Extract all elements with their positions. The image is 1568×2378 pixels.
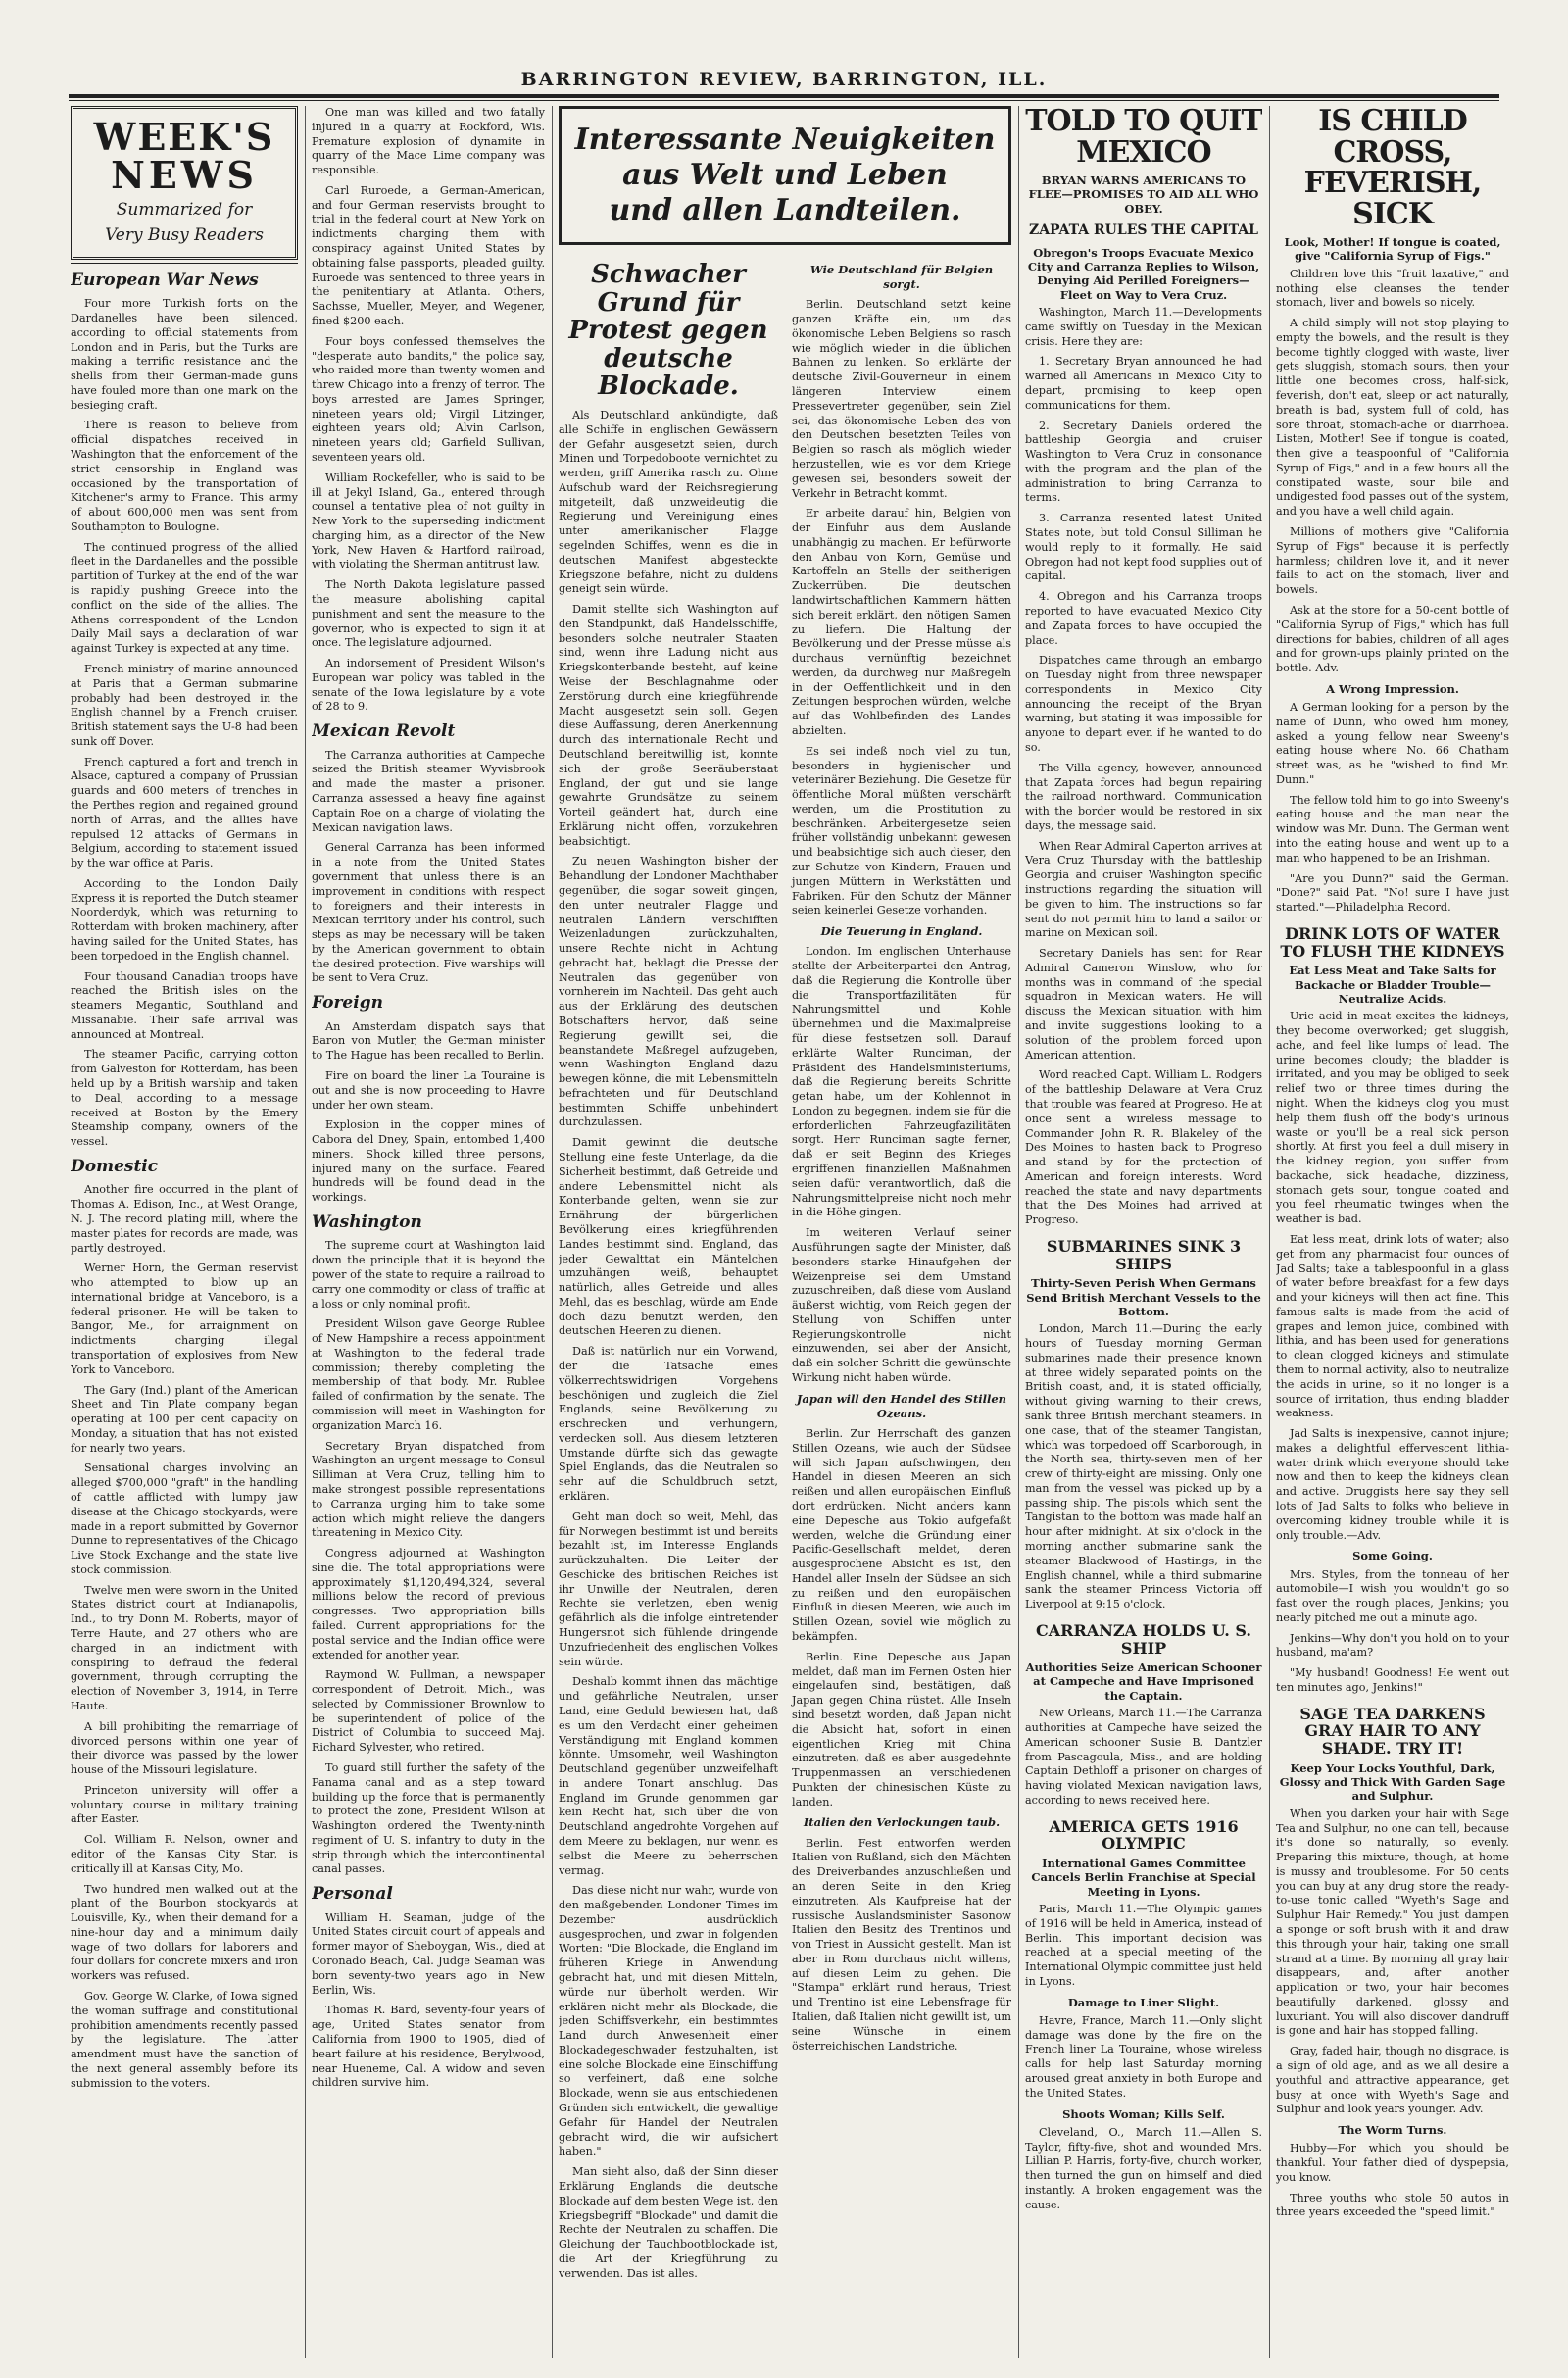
- german-subcolumn-left: [559, 257, 778, 2287]
- headline-deck: Authorities Seize American Schooner at Campeche and Have Imprisoned the Captain.: [1025, 1660, 1262, 1703]
- anecdote-paragraph: Jenkins—Why don't you hold on to your husband, ma'am?: [1276, 1631, 1509, 1660]
- news-item: The Carranza authorities at Campeche seized the British steamer Wyvisbrook and made the master a prisoner. Carranza assessed a heavy fine against Captain Roe on a charge of violating the Mexican navigation laws.: [312, 748, 545, 834]
- news-item: 4. Obregon and his Carranza troops reported to have evacuated Mexico City and Zapata forces to have occupied the place.: [1025, 590, 1262, 647]
- german-box-line: aus Welt und Leben: [622, 158, 948, 192]
- small-heading: A Wrong Impression.: [1326, 681, 1459, 696]
- ad-paragraph: Children love this "fruit laxative," and nothing else cleanses the tender stomach, liver and bowels so nicely.: [1276, 267, 1509, 310]
- weeks-news-subtitle-2: Very Busy Readers: [105, 225, 264, 246]
- news-item: Explosion in the copper mines of Cabora del Dney, Spain, entombed 1,400 miners. Shock killed three persons, injured many on the surface. Feared hundreds will be found dead in the workings.: [312, 1118, 545, 1205]
- german-paragraph: Zu neuen Washington bisher der Behandlung der Londoner Machthaber gegenüber, die sogar soweit gingen, den unter neutraler Flagge und neutralen Ländern verschifften Weizenladungen zurückzuhalten, unsere Rechte nicht in Achtung gebracht hat, beklagt die Presse der Neutralen das gegenüber von vornherein im Nachteil. Das geht auch aus der Erklärung des deutschen Botschafters hervor, daß seine Regierung gewillt sei, die beanstandete Maßregel aufzugeben, wenn Washington England dazu bewegen könne, die mit Lebensmitteln befrachteten und für Deutschland bestimmten Schiffe unbehindert durchzulassen.: [559, 855, 778, 1129]
- news-item: The Gary (Ind.) plant of the American Sheet and Tin Plate company began operating at 100 per cent capacity on Monday, a situation that has not existed for nearly two years.: [71, 1383, 298, 1455]
- weeks-news-title: WEEK'S: [93, 115, 275, 159]
- news-item: The continued progress of the allied fleet in the Dardanelles and the possible partition of Turkey at the end of the war is rapidly pushing Greece into the conflict on the side of the allies. The Athens correspondent of the London Daily Mail says a declaration of war against Turkey is expected at any time.: [71, 540, 298, 656]
- news-item: Congress adjourned at Washington sine die. The total appropriations were approximately $1,120,494,324, several millions below the record of previous congresses. Two appropriation bills failed. Current appropriations for the postal service and the Indian office were extended for another year.: [312, 1547, 545, 1661]
- headline-deck: International Games Committee Cancels Berlin Franchise at Special Meeting in Lyons.: [1031, 1856, 1256, 1899]
- subheadline: ZAPATA RULES THE CAPITAL: [1028, 223, 1259, 239]
- news-item: 2. Secretary Daniels ordered the battleship Georgia and cruiser Washington to Vera Cruz in consonance with the program and the plan of the administration to bring Carranza to terms.: [1025, 419, 1262, 505]
- news-item: According to the London Daily Express it is reported the Dutch steamer Noorderdyk, which was returning to Rotterdam with broken machinery, after having sailed for the United States, has been torpedoed in the English channel.: [71, 876, 298, 963]
- german-subheading: Italien den Verlockungen taub.: [803, 1815, 1001, 1830]
- anecdote-paragraph: A German looking for a person by the name of Dunn, who owed him money, asked a young fellow near Sweeny's eating house where No. 66 Chatham street was, as he "wished to find Mr. Dunn.": [1276, 701, 1509, 786]
- column-1: [71, 106, 298, 2358]
- section-heading: Washington: [312, 1213, 422, 1232]
- news-item: Two hundred men walked out at the plant of the Bourbon stockyards at Louisville, Ky., when their demand for a nine-hour day and a minimum daily wage of two dollars for laborers and four dollars for concrete mixers and iron workers was refused.: [71, 1882, 298, 1983]
- german-paragraph: Als Deutschland ankündigte, daß alle Schiffe in englischen Gewässern der Gefahr ausgesetzt seien, durch Minen und Torpedoboote vernichtet zu werden, griff Amerika rasch zu. Ohne Aufschub ward der Reichsregierung mitgeteilt, daß unzweideutig die Regierung und Vereinigung eines unter amerikanischer Flagge segelnden Schiffes, wenn es die in deutschen Manifest abgesteckte Kriegszone befahre, nicht zu duldens geneigt sein würde.: [559, 408, 778, 596]
- news-item: Havre, France, March 11.—Only slight damage was done by the fire on the French liner La Touraine, whose wireless calls for help last Saturday morning aroused great anxiety in both Europe and the United States.: [1025, 2013, 1262, 2100]
- small-heading: Some Going.: [1352, 1549, 1433, 1563]
- news-item: 3. Carranza resented latest United States note, but told Consul Silliman he would reply to it formally. He said Obregon had not kept food supplies out of capital.: [1025, 512, 1262, 583]
- news-item: The supreme court at Washington laid down the principle that it is beyond the power of the state to require a railroad to carry one commodity or class of traffic at a loss or only nominal profit.: [312, 1239, 545, 1311]
- anecdote-paragraph: Three youths who stole 50 autos in three years exceeded the "speed limit.": [1276, 2191, 1509, 2219]
- news-item: A bill prohibiting the remarriage of divorced persons within one year of their divorce was passed by the lower house of the Missouri legislature.: [71, 1719, 298, 1777]
- news-item: Sensational charges involving an alleged $700,000 "graft" in the handling of cattle afflicted with lumpy jaw disease at the Chicago stockyards, were made in a report submitted by Governor Dunne to representatives of the Chicago Live Stock Exchange and the state live stock commission.: [71, 1461, 298, 1576]
- masthead: BARRINGTON REVIEW, BARRINGTON, ILL.: [520, 69, 1048, 90]
- ad-paragraph: Eat less meat, drink lots of water; also get from any pharmacist four ounces of Jad Salts; take a tablespoonful in a glass of water before breakfast for a few days and your kidneys will then act fine. This famous salts is made from the acid of grapes and lemon juice, combined with lithia, and has been used for generations to clean clogged kidneys and stimulate them to normal activity, also to neutralize the acids in urine, so it no longer is a source of irritation, thus ending bladder weakness.: [1276, 1232, 1509, 1420]
- german-box-line: Interessante Neuigkeiten: [574, 123, 996, 157]
- headline-deck: Eat Less Meat and Take Salts for Backache or Bladder Trouble—Neutralize Acids.: [1289, 964, 1496, 1006]
- headline-quit-mexico: TOLD TO QUIT MEXICO: [1025, 106, 1262, 170]
- german-paragraph: Berlin. Fest entworfen werden Italien von Rußland, sich den Mächten des Dreiverbandes anzuschließen und an deren Seite in den Krieg einzutreten. Als Kaufpreise hat der russische Auslandsminister Sasonow Italien den Besitz des Trentinos und von Triest in Aussicht gestellt. Man ist aber in Rom durchaus nicht willens, auf diesen Leim zu gehen. Die "Stampa" erklärt rund heraus, Triest und Trentino ist eine Lebensfrage für Italien, daß Italien nicht gewillt ist, um seine Wünsche in einem österreichischen Landstriche.: [792, 1836, 1011, 2053]
- news-item: The Villa agency, however, announced that Zapata forces had begun repairing the railroad northward. Communication with the border would be restored in six days, the message said.: [1025, 761, 1262, 832]
- anecdote-paragraph: "My husband! Goodness! He went out ten minutes ago, Jenkins!": [1276, 1666, 1509, 1695]
- news-item: Fire on board the liner La Touraine is out and she is now proceeding to Havre under her own steam.: [312, 1068, 545, 1112]
- german-subcolumn-right: [792, 257, 1011, 2287]
- news-item: French ministry of marine announced at Paris that a German submarine probably had been destroyed in the English channel by a French cruiser. British statement says the U-8 had been sunk off Dover.: [71, 662, 298, 748]
- weeks-news-subtitle: Summarized for: [116, 199, 253, 220]
- german-paragraph: Berlin. Deutschland setzt keine ganzen Kräfte ein, um das ökonomische Leben Belgiens so rasch wie möglich wieder in die üblichen Bahnen zu lenken. So erklärte der deutsche Zivil-Gouverneur in einem längeren Interview einem Pressevertreter gegenüber, sein Ziel sei, das ökonomische Leben des von den Deutschen besetzten Teiles von Belgien so rasch als möglich wieder herzustellen, wie es vor dem Kriege gewesen sei, besonders soweit der Verkehr in Betracht kommt.: [792, 298, 1011, 500]
- weeks-news-box: [71, 106, 298, 260]
- news-item: There is reason to believe from official dispatches received in Washington that the enforcement of the strict censorship in England was occasioned by the transportation of Kitchener's army to France. This army of about 600,000 men was sent from Southampton to Boulogne.: [71, 419, 298, 533]
- news-item: Col. William R. Nelson, owner and editor of the Kansas City Star, is critically ill at Kansas City, Mo.: [71, 1833, 298, 1875]
- news-item: Secretary Daniels has sent for Rear Admiral Cameron Winslow, who for months was in command of the special squadron in Mexican waters. He will discuss the Mexican situation with him and invite suggestions looking to a solution of the problem forced upon American attention.: [1025, 947, 1262, 1062]
- german-paragraph: Damit stellte sich Washington auf den Standpunkt, daß Handelsschiffe, besonders solche neutraler Staaten sind, wenn ihre Ladung nicht aus Kriegskonterbande besteht, auf keine Weise der Beschlagnahme oder Zerstörung durch eine kriegführende Macht ausgesetzt sein soll. Gegen diese Auffassung, deren Anerkennung durch das internationale Recht und Deutschland bereitwillig ist, konnte sich der große Seeräuberstaat England, der gut und sie lange gewahrte Grundsätze zu seinem Vorteil geändert hat, durch eine Erklärung nicht offen, vorzukehren beabsichtigt.: [559, 603, 778, 848]
- anecdote-paragraph: "Are you Dunn?" said the German. "Done?" said Pat. "No! sure I have just started."—Philadelphia Record.: [1276, 871, 1509, 915]
- headline-sage-tea: SAGE TEA DARKENS GRAY HAIR TO ANY SHADE. TRY IT!: [1299, 1704, 1486, 1758]
- german-subheading: Japan will den Handel des Stillen Ozeans.: [796, 1391, 1007, 1420]
- small-heading: Damage to Liner Slight.: [1067, 1995, 1220, 2009]
- news-item: Gov. George W. Clarke, of Iowa signed the woman suffrage and constitutional prohibition amendments recently passed by the legislature. The latter amendment must have the sanction of the next general assembly before its submission to the voters.: [71, 1990, 298, 2090]
- german-paragraph: London. Im englischen Unterhause stellte der Arbeiterpartei den Antrag, daß die Regierung die Kontrolle über die Transportfazilitäten für Nahrungsmittel und Kohle übernehmen und die Maximalpreise für diese festsetzen soll. Darauf erklärte Walter Runciman, der Präsident des Handelsministeriums, daß die Regierung bereits Schritte getan habe, um der Kohlennot in London zu begegnen, indem sie für die erforderlichen Fahrzeugfazilitäten sorgt. Herr Runciman sagte ferner, daß er seit Beginn des Krieges ergriffenen finanziellen Maßnahmen seien dafür verantwortlich, daß die Nahrungsmittelpreise nicht noch mehr in die Höhe gingen.: [792, 945, 1011, 1219]
- news-item: To guard still further the safety of the Panama canal and as a step toward building up the force that is permanently to protect the zone, President Wilson at Washington ordered the Twenty-ninth regiment of U. S. infantry to duty in the strip through which the intercontinental canal passes.: [312, 1761, 545, 1876]
- headline-submarines: SUBMARINES SINK 3 SHIPS: [1046, 1236, 1242, 1273]
- german-paragraph: Er arbeite darauf hin, Belgien von der Einfuhr aus dem Auslande unabhängig zu machen. Er befürworte den Anbau von Korn, Gemüse und Kartoffeln an Stelle der seitherigen Zuckerrüben. Die deutschen landwirtschaftlichen Kammern hätten sich bereit erklärt, den nötigen Samen zu liefern. Die Haltung der Bevölkerung und der Presse müsse als durchaus vernünftig bezeichnet werden, da durchweg nur Maßregeln in der Oeffentlichkeit und in den Zeitungen besprochen würden, welche auf das Wohlbefinden des Landes abzielten.: [792, 507, 1011, 737]
- news-item: Twelve men were sworn in the United States district court at Indianapolis, Ind., to try Donn M. Roberts, mayor of Terre Haute, and 27 others who are charged in an indictment with conspiring to defraud the federal government, through corrupting the election of November 3, 1914, in Terre Haute.: [71, 1583, 298, 1712]
- news-item: Princeton university will offer a voluntary course in military training after Easter.: [71, 1783, 298, 1826]
- ad-paragraph: When you darken your hair with Sage Tea and Sulphur, no one can tell, because it's done so naturally, so evenly. Preparing this mixture, though, at home is mussy and troublesome. For 50 cents you can buy at any drug store the ready-to-use tonic called "Wyeth's Sage and Sulphur Hair Remedy." You just dampen a sponge or soft brush with it and draw this through your hair, taking one small strand at a time. By morning all gray hair disappears, and, after another application or two, your hair becomes beautifully darkened, glossy and luxuriant. You will also discover dandruff is gone and hair has stopped falling.: [1276, 1807, 1509, 2038]
- news-item: William H. Seaman, judge of the United States circuit court of appeals and former mayor of Sheboygan, Wis., died at Coronado Beach, Cal. Judge Seaman was born seventy-two years ago in New Berlin, Wis.: [312, 1910, 545, 1997]
- ad-paragraph: Ask at the store for a 50-cent bottle of "California Syrup of Figs," which has full directions for babies, children of all ages and for grown-ups plainly printed on the bottle. Adv.: [1276, 603, 1509, 675]
- masthead-rule: [69, 94, 1499, 98]
- column-divider: [552, 106, 553, 2358]
- column-5: [1276, 106, 1509, 2358]
- section-heading: Personal: [312, 1884, 393, 1905]
- german-paragraph: Deshalb kommt ihnen das mächtige und gefährliche Neutralen, unser Land, eine Geduld bewiesen hat, daß es um den Verdacht einer geheimen Verständigung mit England kommen könnte. Umsomehr, weil Washington Deutschland gegenüber unzweifelhaft in andere Tonart anschlug. Das England im Grunde genommen gar kein Recht hat, sich über die von Deutschland angedrohte Vorgehen auf dem Meere zu beklagen, nur wenn es selbst die Meere zu beherrschen vermag.: [559, 1675, 778, 1877]
- section-heading: Mexican Revolt: [312, 721, 456, 742]
- news-item: An indorsement of President Wilson's European war policy was tabled in the senate of the Iowa legislature by a vote of 28 to 9.: [312, 657, 545, 714]
- news-item: When Rear Admiral Caperton arrives at Vera Cruz Thursday with the battleship Georgia and cruiser Washington specific instructions regarding the situation will be given to him. The instructions so far sent do not permit him to land a sailor or marine on Mexican soil.: [1025, 839, 1262, 940]
- ad-paragraph: Gray, faded hair, though no disgrace, is a sign of old age, and as we all desire a youthful and attractive appearance, get busy at once with Wyeth's Sage and Sulphur and look years younger. Adv.: [1276, 2045, 1509, 2116]
- german-subheading: Wie Deutschland für Belgien sorgt.: [809, 263, 994, 292]
- column-2: [312, 106, 545, 2358]
- column-4: [1025, 106, 1262, 2358]
- ad-paragraph: Millions of mothers give "California Syrup of Figs" because it is perfectly harmless; children love it, and it never fails to act on the stomach, liver and bowels.: [1276, 525, 1509, 597]
- section-heading: Domestic: [71, 1156, 159, 1176]
- column-divider: [1269, 106, 1270, 2358]
- ad-paragraph: Jad Salts is inexpensive, cannot injure; makes a delightful effervescent lithia-water drink which everyone should take now and then to keep the kidneys clean and active. Druggists here say they sell lots of Jad Salts to folks who believe in overcoming kidney trouble while it is only trouble.—Adv.: [1276, 1427, 1509, 1542]
- news-item: Word reached Capt. William L. Rodgers of the battleship Delaware at Vera Cruz that trouble was feared at Progreso. He at once sent a wireless message to Commander John R. R. Blakeley of the Des Moines to hasten back to Progreso and stand by for the protection of American and foreign interests. Word reached the state and navy departments that the Des Moines had arrived at Progreso.: [1025, 1068, 1262, 1227]
- weeks-news-title-2: NEWS: [111, 153, 258, 197]
- news-item: Four thousand Canadian troops have reached the British isles on the steamers Megantic, Southland and Missanabie. Their safe arrival was announced at Montreal.: [71, 969, 298, 1041]
- news-item: Secretary Bryan dispatched from Washington an urgent message to Consul Silliman at Vera Cruz, telling him to make strongest possible representations to Carranza urging him to take some action which might relieve the dangers threatening in Mexico City.: [312, 1439, 545, 1540]
- news-item: The steamer Pacific, carrying cotton from Galveston for Rotterdam, has been held up by a British warship and taken to Deal, according to a message received at Boston by the Emery Steamship company, owners of the vessel.: [71, 1048, 298, 1149]
- german-box-heading: [559, 106, 1011, 245]
- anecdote-paragraph: Hubby—For which you should be thankful. Your father died of dyspepsia, you know.: [1276, 2142, 1509, 2184]
- news-item: French captured a fort and trench in Alsace, captured a company of Prussian guards and 600 meters of trenches in the Perthes region and regained ground north of Arras, and the allies have repulsed 12 attacks of Germans in Belgium, according to statement issued by the war office at Paris.: [71, 755, 298, 870]
- column-divider: [305, 106, 306, 2358]
- german-paragraph: Man sieht also, daß der Sinn dieser Erklärung Englands die deutsche Blockade auf dem besten Wege ist, den Kriegsbegriff "Blockade" und damit die Rechte der Neutralen zu schaffen. Die Gleichung der Tauchbootblockade ist, die Art der Kriegführung zu verwenden. Das ist alles.: [559, 2165, 778, 2280]
- ad-paragraph: A child simply will not stop playing to empty the bowels, and the result is they become tightly clogged with waste, liver gets sluggish, stomach sours, then your little one becomes cross, half-sick, feverish, don't eat, sleep or act naturally, breath is bad, system full of cold, has sore throat, stomach-ache or diarrhoea. Listen, Mother! See if tongue is coated, then give a teaspoonful of "California Syrup of Figs," and in a few hours all the constipated waste, sour bile and undigested food passes out of the system, and you have a well child again.: [1276, 317, 1509, 519]
- news-item: General Carranza has been informed in a note from the United States government that unless there is an improvement in conditions with respect to foreigners and their interests in Mexican territory under his control, such steps as may be necessary will be taken by the American government to obtain the desired protection. Five warships will be sent to Vera Cruz.: [312, 841, 545, 985]
- small-heading: The Worm Turns.: [1338, 2123, 1447, 2138]
- news-item: Washington, March 11.—Developments came swiftly on Tuesday in the Mexican crisis. Here they are:: [1025, 306, 1262, 348]
- news-item: Four more Turkish forts on the Dardanelles have been silenced, according to official statements from London and in Paris, but the Turks are making a terrific resistance and the shells from their German-made guns have fouled more than one mark on the besieging craft.: [71, 297, 298, 412]
- headline-deck: Keep Your Locks Youthful, Dark, Glossy and Thick With Garden Sage and Sulphur.: [1279, 1760, 1506, 1804]
- news-item: Another fire occurred in the plant of Thomas A. Edison, Inc., at West Orange, N. J. The record plating mill, where the master plates for records are made, was partly destroyed.: [71, 1183, 298, 1255]
- german-box-line: und allen Landteilen.: [609, 193, 961, 227]
- german-paragraph: Im weiteren Verlauf seiner Ausführungen sagte der Minister, daß besonders starke Hinaufgehen der Weizenpreise sei dem Umstand zuzuschreiben, daß diese vom Ausland äußerst wichtig, vom Reich gegen der Stellung von Schiffen unter Regierungskontrolle nicht einzuwenden, sei aber der Ansicht, daß ein solcher Schritt die gewünschte Wirkung nicht haben würde.: [792, 1226, 1011, 1384]
- german-paragraph: Daß ist natürlich nur ein Vorwand, der die Tatsache eines völkerrechtswidrigen Vorgehens beschönigen und zugleich die Ziel Englands, seine Bevölkerung zu erschrecken und verhungern, verdecken soll. Aus diesem letzteren Umstande dürfte sich das gewagte Spiel Englands, das die Neutralen so sehr auf die Schuldbruch setzt, erklären.: [559, 1345, 778, 1503]
- anecdote-paragraph: The fellow told him to go into Sweeny's eating house and the man near the window was Mr. Dunn. The German went into the eating house and went up to a man who happened to be an Irishman.: [1276, 793, 1509, 865]
- news-item: Four boys confessed themselves the "desperate auto bandits," the police say, who raided more than twenty women and threw Chicago into a frenzy of terror. The boys arrested are James Springer, nineteen years old; Virgil Litzinger, eighteen years old; Alvin Carlson, nineteen years old; Garfield Sullivan, seventeen years old.: [312, 334, 545, 464]
- headline-deck: Thirty-Seven Perish When Germans Send British Merchant Vessels to the Bottom.: [1026, 1276, 1261, 1318]
- headline-child-cross: IS CHILD CROSS, FEVERISH, SICK: [1303, 106, 1482, 231]
- news-item: London, March 11.—During the early hours of Tuesday morning German submarines made their presence known at three widely separated points on the British coast, and, it is stated officially, without giving warning to their crews, sank three British merchant steamers. In one case, that of the steamer Tangistan, which was torpedoed off Scarborough, in the North sea, thirty-seven men of her crew of thirty-eight are missing. Only one man from the vessel was picked up by a passing ship. The pistols which sent the Tangistan to the bottom was made half an hour after midnight. At six o'clock in the morning another submarine sank the steamer Blackwood of Hastings, in the English channel, while a third submarine sank the steamer Princess Victoria off Liverpool at 9:15 o'clock.: [1025, 1322, 1262, 1611]
- headline-deck: BRYAN WARNS AMERICANS TO FLEE—PROMISES TO AID ALL WHO OBEY.: [1028, 173, 1259, 216]
- headline-deck: Look, Mother! If tongue is coated, give "California Syrup of Figs.": [1284, 235, 1501, 264]
- news-item: The North Dakota legislature passed the measure abolishing capital punishment and sent the measure to the governor, who is expected to sign it at once. The legislature adjourned.: [312, 578, 545, 650]
- news-item: President Wilson gave George Rublee of New Hampshire a recess appointment at Washington to the federal trade commission; thereby completing the membership of that body. Mr. Rublee failed of confirmation by the senate. The commission will meet in Washington for organization March 16.: [312, 1317, 545, 1432]
- small-heading: Shoots Woman; Kills Self.: [1062, 2106, 1225, 2121]
- german-subheading: Die Teuerung in England.: [820, 924, 983, 939]
- section-heading: Foreign: [312, 993, 383, 1014]
- news-item: Paris, March 11.—The Olympic games of 1916 will be held in America, instead of Berlin. This important decision was reached at a special meeting of the International Olympic committee just held in Lyons.: [1025, 1903, 1262, 1988]
- german-paragraph: Geht man doch so weit, Mehl, das für Norwegen bestimmt ist und bereits bezahlt ist, im Interesse Englands zurückzuhalten. Die Leiter der Geschicke des britischen Reiches ist ihr Unwille der Neutralen, deren Rechte sie verletzen, eben wenig gefährlich als die infolge eintretender Hungersnot sich fühlende dringende Unzufriedenheit des englischen Volkes sein würde.: [559, 1510, 778, 1668]
- headline-drink-water: DRINK LOTS OF WATER TO FLUSH THE KIDNEYS: [1280, 923, 1505, 961]
- section-heading: European War News: [71, 270, 259, 290]
- german-paragraph: Berlin. Zur Herrschaft des ganzen Stillen Ozeans, wie auch der Südsee will sich Japan aufschwingen, den Handel in diesen Meeren an sich reißen und allen europäischen Einfluß dort erdrücken. Nicht anders kann eine Depesche aus Tokio aufgefaßt werden, welche die Gründung einer Pacific-Gesellschaft meldet, deren ausgesprochene Absicht es ist, den Handel aller Inseln der Südsee an sich zu reißen und den europäischen Einfluß in diesen Meeren, wie auch im Stillen Ozean, soviel wie möglich zu bekämpfen.: [792, 1427, 1011, 1644]
- news-item: Raymond W. Pullman, a newspaper correspondent of Detroit, Mich., was selected by Commissioner Brownlow to be superintendent of police of the District of Columbia to succeed Maj. Richard Sylvester, who retired.: [312, 1668, 545, 1755]
- news-item: Cleveland, O., March 11.—Allen S. Taylor, fifty-five, shot and wounded Mrs. Lillian P. Harris, forty-five, church worker, then turned the gun on himself and died instantly. A broken engagement was the cause.: [1025, 2125, 1262, 2211]
- headline-deck: Obregon's Troops Evacuate Mexico City and Carranza Replies to Wilson, Denying Aid Perilled Foreigners—Fleet on Way to Vera Cruz.: [1027, 245, 1260, 302]
- headline-carranza: CARRANZA HOLDS U. S. SHIP: [1036, 1620, 1251, 1658]
- column-3-german: [559, 106, 1011, 2358]
- masthead-rule-thin: [69, 100, 1499, 101]
- german-headline: Schwacher Grund für Protest gegen deutsche Blockade.: [568, 260, 768, 402]
- german-paragraph: Es sei indeß noch viel zu tun, besonders in hygienischer und veterinärer Beziehung. Die Gesetze für öffentliche Moral müßten verschärft werden, um die Prostitution zu beschränken. Arbeitergesetze seien früher vollständig unbekannt gewesen und beabsichtige sich auch dieser, den zur Schutze von Kindern, Frauen und jungen Müttern in Werkstätten und Fabriken. Für den Schutz der Männer seien keinerlei Gesetze vorhanden.: [792, 744, 1011, 917]
- news-item: Werner Horn, the German reservist who attempted to blow up an international bridge at Vanceboro, is a federal prisoner. He will be taken to Bangor, Me., for arraignment on indictments charging illegal transportation of explosives from New York to Vanceboro.: [71, 1262, 298, 1376]
- news-item: Thomas R. Bard, seventy-four years of age, United States senator from California from 1900 to 1905, died of heart failure at his residence, Berylwood, near Hueneme, Cal. A widow and seven children survive him.: [312, 2004, 545, 2090]
- column-divider: [1018, 106, 1019, 2358]
- german-subcolumns: [559, 257, 1011, 2287]
- anecdote-paragraph: Mrs. Styles, from the tonneau of her automobile—I wish you wouldn't go so fast over the rough places, Jenkins; you nearly pitched me out a minute ago.: [1276, 1567, 1509, 1624]
- news-item: Carl Ruroede, a German-American, and four German reservists brought to trial in the federal court at New York on indictments charging them with conspiracy against United States by obtaining false passports, pleaded guilty. Ruroede was sentenced to three years in the penitentiary at Atlanta. Others, Sachsse, Mueller, Meyer, and Wegener, fined $200 each.: [312, 183, 545, 327]
- german-paragraph: Berlin. Eine Depesche aus Japan meldet, daß man im Fernen Osten hier eingelaufen sind, bestätigen, daß Japan gegen China rüstet. Alle Inseln sind besetzt worden, daß Japan nicht die Absicht hat, sofort in einen eigentlichen Krieg mit China einzutreten, daß es aber ausgedehnte Truppenmassen an verschiedenen Punkten der chinesischen Küste zu landen.: [792, 1650, 1011, 1808]
- news-item: An Amsterdam dispatch says that Baron von Mutler, the German minister to The Hague has been recalled to Berlin.: [312, 1019, 545, 1063]
- german-paragraph: Das diese nicht nur wahr, wurde von den maßgebenden Londoner Times im Dezember ausdrücklich ausgesprochen, und zwar in folgenden Worten: "Die Blockade, die England im früheren Kriege in Anwendung gebracht hat, und mit diesen Mitteln, würde nur überholt werden. Wir erklären nicht mehr als Blockade, die jeden Schiffsverkehr, ein bestimmtes Land durch Anwesenheit einer Blockadegeschwader festzuhalten, ist eine solche Blockade eine Einschiffung so verfeinert, daß eine solche Blockade, wenn sie aus entschiedenen Gründen sich entwickelt, die gewaltige Gefahr für Handel der Neutralen gebracht wird, die wir aufsichert haben.": [559, 1884, 778, 2158]
- news-item: William Rockefeller, who is said to be ill at Jekyl Island, Ga., entered through counsel a tentative plea of not guilty in New York to the superseding indictment charging him, as a director of the New York, New Haven & Hartford railroad, with violating the Sherman antitrust law.: [312, 471, 545, 571]
- news-item: One man was killed and two fatally injured in a quarry at Rockford, Wis. Premature explosion of dynamite in quarry of the Mace Lime company was responsible.: [312, 106, 545, 177]
- news-item: 1. Secretary Bryan announced he had warned all Americans in Mexico City to depart, promising to keep open communications for them.: [1025, 355, 1262, 412]
- german-paragraph: Damit gewinnt die deutsche Stellung eine feste Unterlage, da die Sicherheit bestimmt, daß Getreide und andere Lebensmittel nicht als Konterbande gelten, wenn sie zur Ernährung der bürgerlichen Bevölkerung eines kriegführenden Landes bestimmt sind. England, das jeder Gewalttat ein Mäntelchen umzuhängen weiß, behauptet natürlich, alles Getreide und alles Mehl, das es beschlag, würde am Ende doch dazu benutzt werden, den deutschen Heeren zu dienen.: [559, 1136, 778, 1338]
- news-item: Dispatches came through an embargo on Tuesday night from three newspaper correspondents in Mexico City announcing the receipt of the Bryan warning, but stating it was impossible for anyone to depart even if he wanted to do so.: [1025, 654, 1262, 754]
- ad-paragraph: Uric acid in meat excites the kidneys, they become overworked; get sluggish, ache, and feel like lumps of lead. The urine becomes cloudy; the bladder is irritated, and you may be obliged to seek relief two or three times during the night. When the kidneys clog you must help them flush off the body's urinous waste or you'll be a real sick person shortly. At first you feel a dull misery in the kidney region, you suffer from backache, sick headache, dizziness, stomach gets sour, tongue coated and you feel rheumatic twinges when the weather is bad.: [1276, 1010, 1509, 1226]
- news-item: New Orleans, March 11.—The Carranza authorities at Campeche have seized the American schooner Susie B. Dantzler from Pascagoula, Miss., and are holding Captain Dethloff a prisoner on charges of having violated Mexican navigation laws, according to news received here.: [1025, 1707, 1262, 1807]
- headline-olympic: AMERICA GETS 1916 OLYMPIC: [1049, 1816, 1239, 1854]
